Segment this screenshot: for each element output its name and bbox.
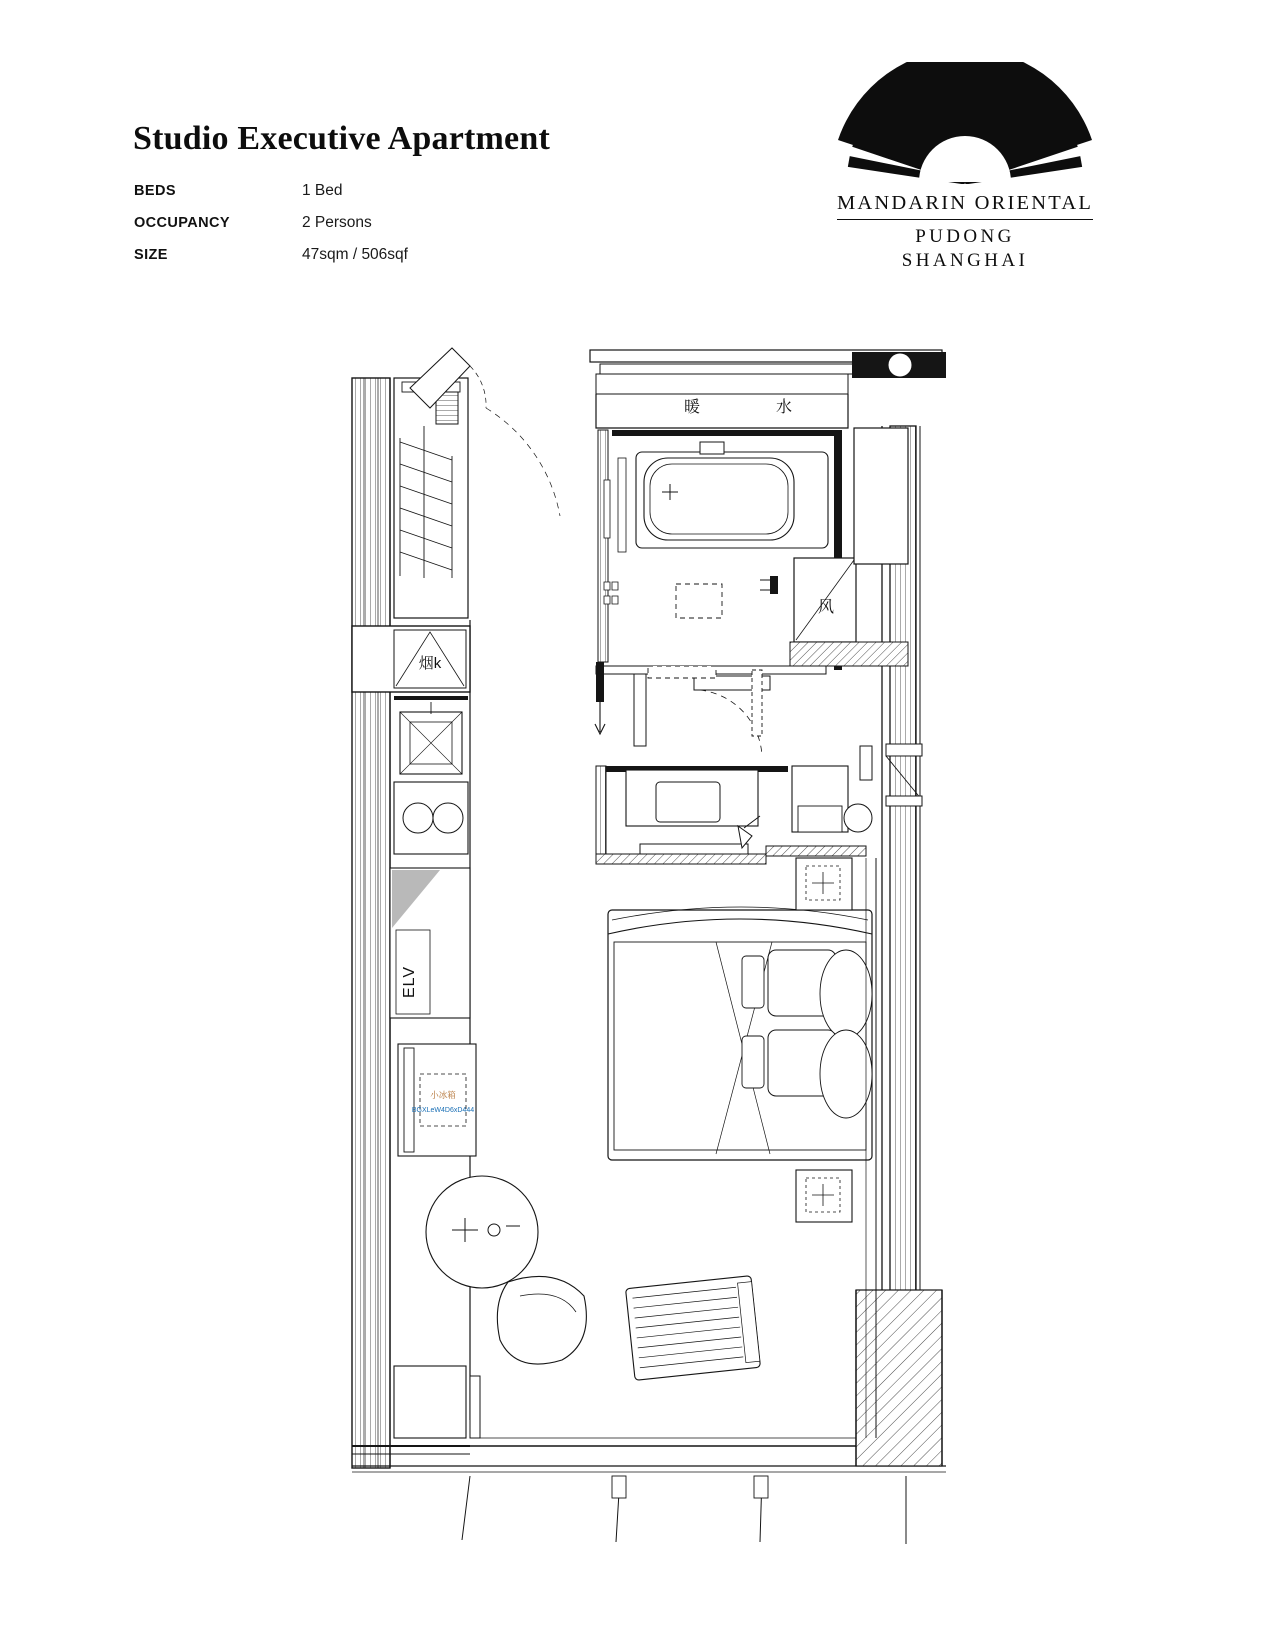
label-minibar: 小冰箱 (430, 1090, 456, 1100)
label-smoke-shaft: 烟k (418, 655, 442, 672)
page-header (0, 0, 1275, 320)
label-elevator: ELV (401, 965, 418, 999)
spec-row-size (134, 246, 408, 278)
brand-logo (820, 62, 1110, 297)
floorplan (0, 330, 1275, 1630)
bedroom (426, 858, 942, 1466)
label-wind-shaft: 风 (817, 599, 835, 616)
bathroom (595, 374, 908, 756)
brand-city-shanghai: SHANGHAI (901, 250, 1029, 271)
fan-icon (834, 62, 1096, 184)
label-water: 水 (775, 399, 793, 416)
page-title: Studio Executive Apartment (133, 120, 550, 157)
spec-value-beds: 1 Bed (302, 182, 343, 199)
spec-row-occupancy (134, 214, 408, 246)
floorplan-drawing (0, 330, 1275, 1630)
spec-table (134, 182, 408, 278)
label-heating: 暖 (683, 399, 701, 416)
brand-city-pudong: PUDONG (915, 226, 1015, 247)
brand-name: MANDARIN ORIENTAL (837, 192, 1093, 220)
spec-label-beds: BEDS (134, 183, 176, 199)
spec-label-occupancy: OCCUPANCY (134, 215, 230, 231)
spec-value-size: 47sqm / 506sqf (302, 246, 408, 263)
desk-zone (596, 744, 922, 864)
spec-label-size: SIZE (134, 247, 168, 263)
spec-row-beds (134, 182, 408, 214)
spec-value-occupancy: 2 Persons (302, 214, 372, 231)
label-minibar-code: BGXLeW4D6xD444 (411, 1107, 475, 1114)
